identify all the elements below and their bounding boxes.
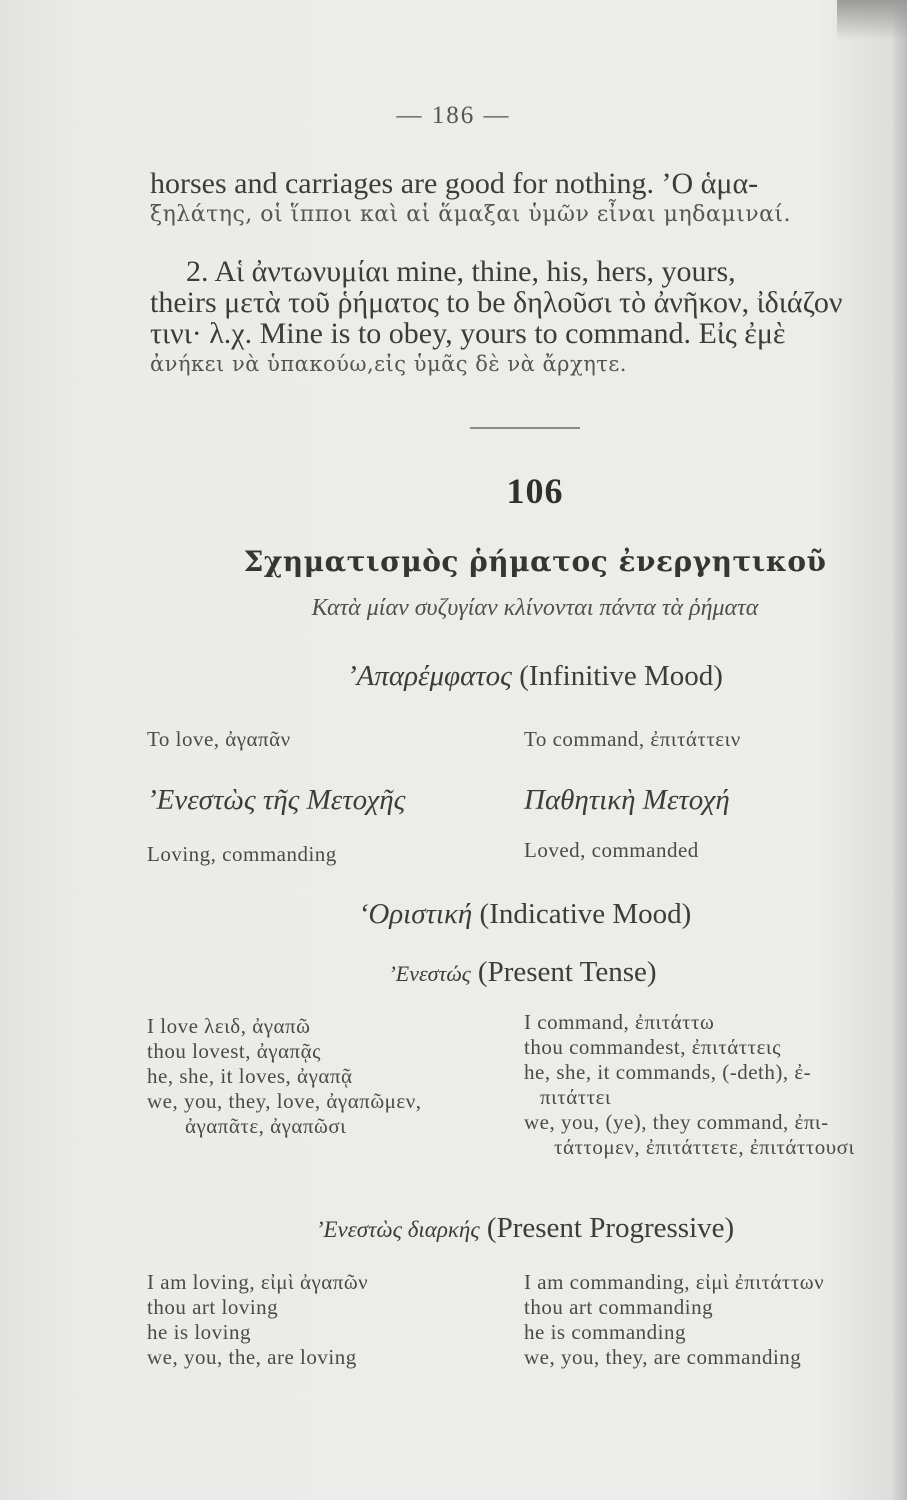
intro-line-1: horses and carriages are good for nothing. ’Ο ἁμα- [150,167,759,200]
present-love-line: thou lovest, ἀγαπᾷς [147,1039,321,1063]
corner-shadow [837,0,907,40]
present-command-line: πιτάττει [540,1085,612,1109]
participle-active-text: Loving, commanding [147,842,337,866]
present-greek: ’Ενεστώς [388,961,471,986]
indicative-heading [0,898,907,931]
progressive-command-line: I am commanding, εἰμὶ ἐπιτάττων [524,1270,825,1294]
infinitive-english: (Infinitive Mood) [519,660,723,692]
note-2-paragraph [150,256,907,380]
participle-passive-text: Loved, commanded [524,838,699,862]
progressive-love-line: thou art loving [147,1295,279,1319]
present-english: (Present Tense) [477,956,657,988]
present-command-line: τάττομεν, ἐπιτάττετε, ἐπιτάττουσι [554,1135,855,1159]
progressive-english: (Present Progressive) [486,1212,735,1244]
section-number: 106 [506,471,564,511]
participle-active-heading: ’Ενεστὼς τῆς Μετοχῆς [147,784,406,816]
note-2-line-2: theirs μετὰ τοῦ ῥήματος to be δηλοῦσι τὸ ἀνῆκον, ἰδιάζον [150,286,843,319]
present-love-line: we, you, they, love, ἀγαπῶμεν, [147,1089,422,1113]
progressive-love-line: I am loving, εἰμὶ ἀγαπῶν [147,1270,369,1294]
present-love-line: ἀγαπᾶτε, ἀγαπῶσι [185,1114,347,1138]
present-command-line: I command, ἐπιτάττω [524,1010,715,1034]
progressive-love-line: he is loving [147,1320,251,1344]
note-2-line-1: 2. Αἱ ἀντωνυμίαι mine, thine, his, hers, yours, [186,255,736,288]
present-command-line: thou commandest, ἐπιτάττεις [524,1035,781,1059]
infinitive-heading [0,660,907,693]
progressive-command-line: he is commanding [524,1320,686,1344]
progressive-command-column [524,1270,824,1370]
infinitive-left: To love, ἀγαπᾶν [147,727,291,751]
intro-line-2: ξηλάτης, οἱ ἵπποι καὶ αἱ ἅμαξαι ὑμῶν εἶναι μηδαμιναί. [150,202,792,227]
section-title: Σχηματισμὸς ῥήματος ἐνεργητικοῦ [243,545,827,578]
present-command-line: we, you, (ye), they command, ἐπι- [524,1110,829,1134]
infinitive-greek: ’Απαρέμφατος [347,660,512,692]
progressive-greek: ’Ενεστὼς διαρκής [315,1217,480,1242]
present-love-column [147,1014,421,1139]
present-command-line: he, she, it commands, (-deth), ἐ- [524,1060,812,1084]
progressive-command-line: we, you, they, are commanding [524,1345,802,1369]
note-2-line-3: τινι· λ.χ. Mine is to obey, yours to command. Εἰς ἐμὲ [150,317,786,350]
participle-passive-heading: Παθητικὴ Μετοχή [524,784,730,816]
indicative-english: (Indicative Mood) [479,898,692,930]
present-tense-heading [0,956,907,989]
section-subtitle: Κατὰ μίαν συζυγίαν κλίνονται πάντα τὰ ῥήματα [311,595,759,621]
indicative-greek: ‘Οριστική [358,898,473,930]
intro-paragraph [150,168,907,230]
progressive-love-column [147,1270,368,1370]
present-love-line: he, she, it loves, ἀγαπᾷ [147,1064,353,1088]
page-number: — 186 — [396,102,511,129]
infinitive-right: To command, ἐπιτάττειν [524,727,741,751]
section-divider [470,427,580,429]
present-command-column [524,1010,855,1160]
progressive-love-line: we, you, the, are loving [147,1345,357,1369]
progressive-command-line: thou art commanding [524,1295,714,1319]
present-love-line: I love λειδ, ἀγαπῶ [147,1014,311,1038]
note-2-line-4: ἀνήκει νὰ ὑπακούω,εἰς ὑμᾶς δὲ νὰ ἄρχητε. [150,352,627,376]
progressive-heading [0,1212,907,1245]
